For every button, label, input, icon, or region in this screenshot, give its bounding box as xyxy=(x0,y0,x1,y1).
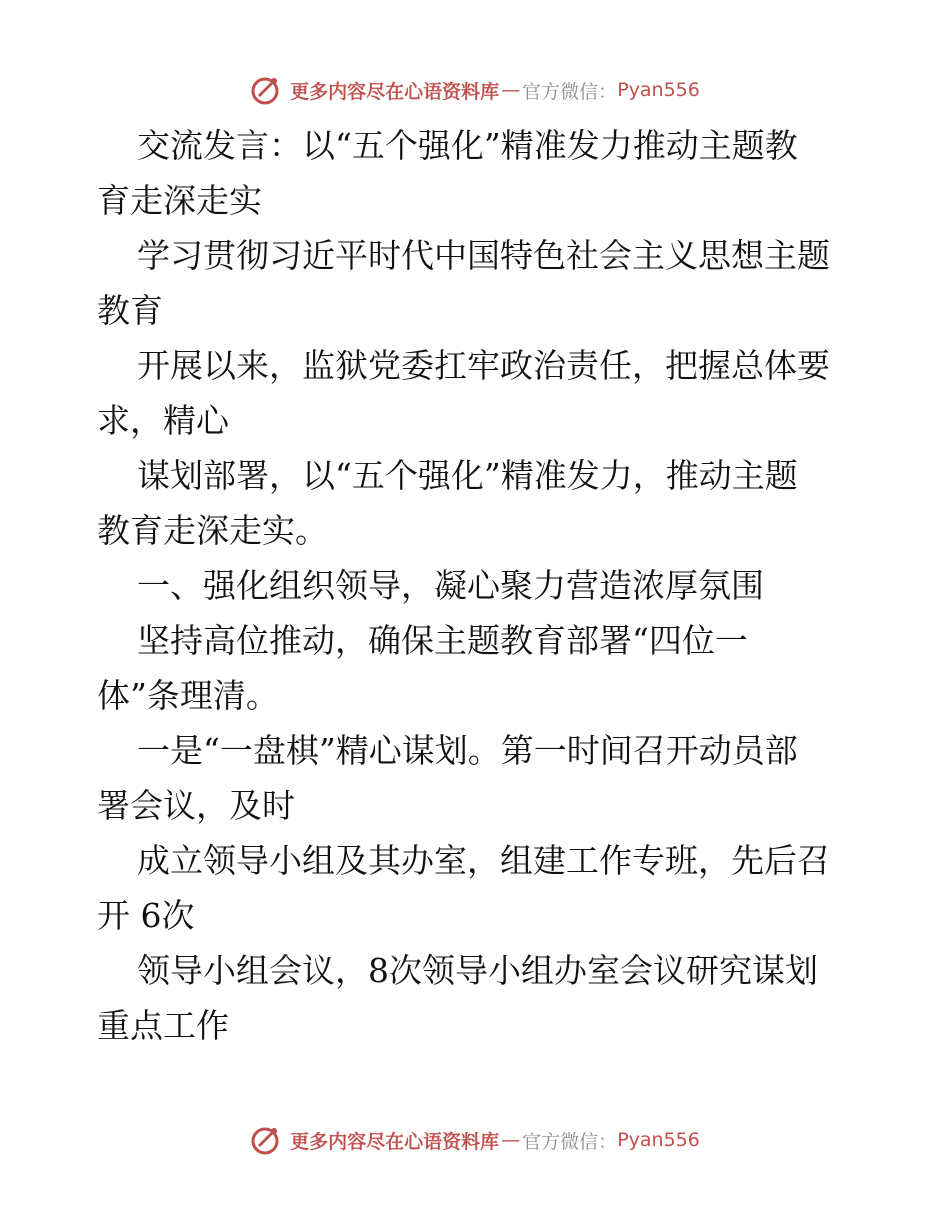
text-line: 求，精心 xyxy=(97,401,229,440)
banner-main-text: 更多内容尽在心语资料库 xyxy=(290,80,500,103)
text-line: 开展以来，监狱党委扛牢政治责任，把握总体要 xyxy=(137,346,830,385)
document-body xyxy=(97,118,857,1053)
text-line: 署会议，及时 xyxy=(97,786,295,825)
banner-label: 官方微信： xyxy=(522,80,618,103)
text-line: 领导小组会议，8次领导小组办室会议研究谋划 xyxy=(137,951,818,990)
banner-label: 官方微信： xyxy=(522,1130,618,1153)
header-banner xyxy=(0,70,950,110)
text-line: 学习贯彻习近平时代中国特色社会主义思想主题 xyxy=(137,236,830,275)
banner-main-text: 更多内容尽在心语资料库 xyxy=(290,1130,500,1153)
text-line: 一是“一盘棋”精心谋划。第一时间召开动员部 xyxy=(137,731,798,770)
pen-logo-icon xyxy=(250,73,284,107)
footer-banner xyxy=(0,1120,950,1160)
text-line: 一、强化组织领导，凝心聚力营造浓厚氛围 xyxy=(137,566,764,605)
banner-dash: — xyxy=(501,1129,521,1151)
text-line: 体”条理清。 xyxy=(97,676,279,715)
banner-account: Pyan556 xyxy=(617,1129,700,1151)
pen-logo-icon xyxy=(250,1123,284,1157)
text-line: 交流发言：以“五个强化”精准发力推动主题教 xyxy=(137,126,798,165)
text-line: 成立领导小组及其办室，组建工作专班，先后召 xyxy=(137,841,830,880)
banner-account: Pyan556 xyxy=(617,79,700,101)
text-line: 坚持高位推动，确保主题教育部署“四位一 xyxy=(137,621,748,660)
text-line: 育走深走实 xyxy=(97,181,262,220)
text-line: 开 6次 xyxy=(97,896,195,935)
text-line: 谋划部署，以“五个强化”精准发力，推动主题 xyxy=(137,456,798,495)
banner-dash: — xyxy=(501,79,521,101)
text-line: 重点工作 xyxy=(97,1006,229,1045)
text-line: 教育走深走实。 xyxy=(97,511,328,550)
text-line: 教育 xyxy=(97,291,163,330)
